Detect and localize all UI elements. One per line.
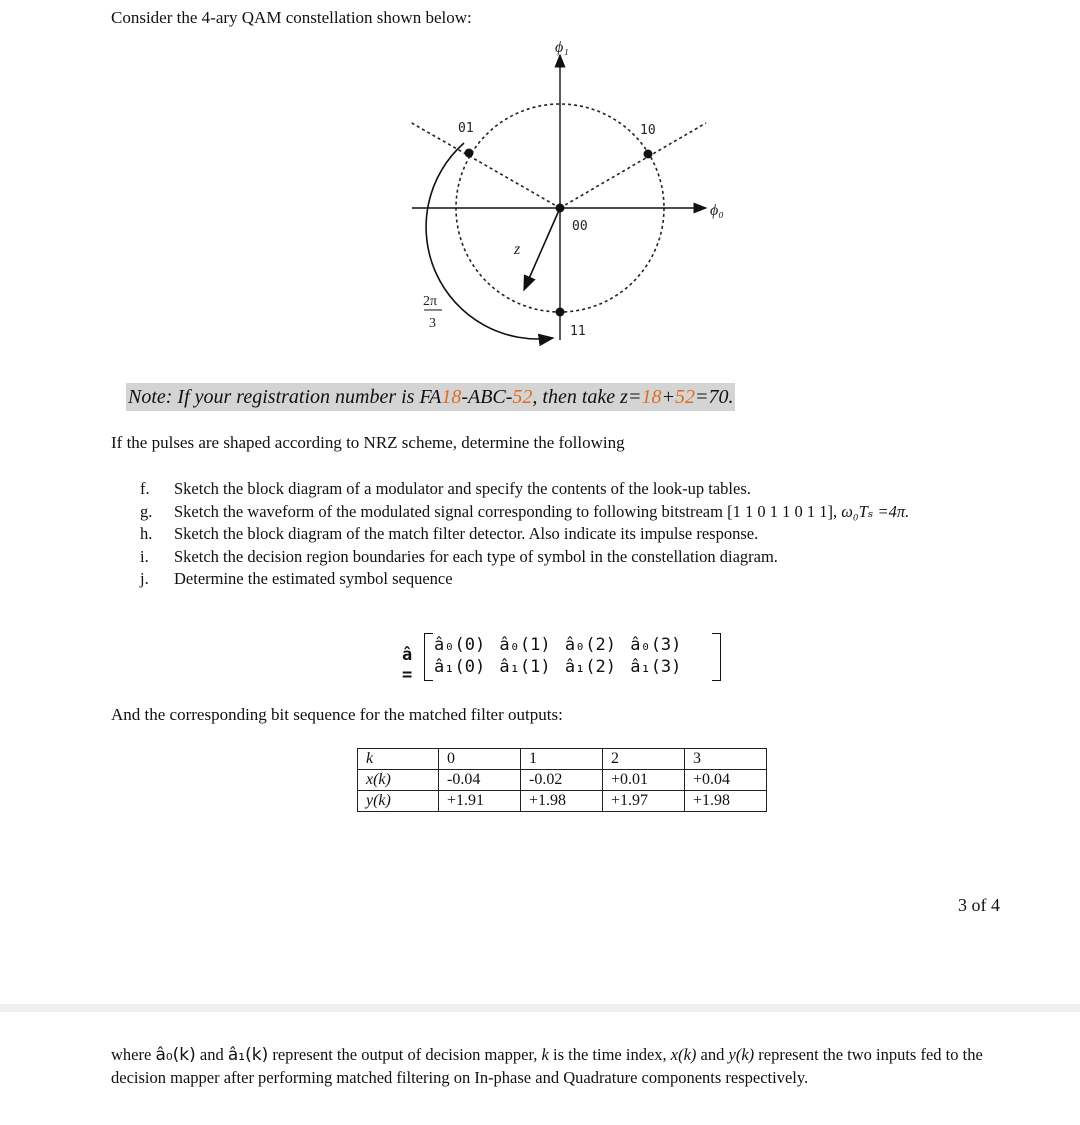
symbol-point-00 — [556, 204, 565, 213]
question-item-g: g. Sketch the waveform of the modulated signal corresponding to following bitstream [1 1 0 1 1 0 1 1], ω₀Tₛ =4π. — [140, 501, 910, 521]
phi1-label: ϕ₁ — [555, 39, 569, 56]
table-row — [358, 770, 767, 791]
table-intro: And the corresponding bit sequence for the matched filter outputs: — [111, 705, 563, 724]
table-cell: 0 — [439, 749, 521, 770]
registration-note: Note: If your registration number is FA18-ABC-52, then take z=18+52=70. — [126, 383, 735, 411]
table-cell: +1.98 — [521, 791, 603, 812]
decision-line-10 — [560, 123, 706, 208]
symbol-label-01: 01 — [458, 121, 474, 136]
symbol-label-10: 10 — [640, 123, 656, 138]
angle-arc — [426, 143, 553, 339]
page-separator — [0, 1004, 1080, 1012]
intro-text: Consider the 4-ary QAM constellation shown below: — [111, 8, 472, 27]
matched-filter-table — [357, 748, 767, 812]
table-cell: +0.01 — [603, 770, 685, 791]
angle-denominator: 3 — [429, 316, 436, 331]
table-cell: +1.98 — [685, 791, 767, 812]
table-cell: 3 — [685, 749, 767, 770]
table-cell: -0.02 — [521, 770, 603, 791]
qam-constellation-diagram — [400, 35, 750, 355]
matrix-lhs: â = — [402, 645, 413, 685]
symbol-label-11: 11 — [570, 324, 586, 339]
table-cell: -0.04 — [439, 770, 521, 791]
table-header-cell: k — [358, 749, 439, 770]
question-item-f: f. Sketch the block diagram of a modulator and specify the contents of the look-up tables. — [140, 479, 751, 498]
question-intro: If the pulses are shaped according to NRZ scheme, determine the following — [111, 433, 625, 452]
z-vector — [524, 208, 560, 290]
table-header-cell: x(k) — [358, 770, 439, 791]
symbol-point-11 — [556, 308, 565, 317]
matrix-right-bracket — [712, 633, 721, 681]
matrix-left-bracket — [424, 633, 433, 681]
table-cell: +1.91 — [439, 791, 521, 812]
symbol-point-10 — [644, 150, 653, 159]
question-item-h: h. Sketch the block diagram of the match filter detector. Also indicate its impulse response. — [140, 524, 759, 543]
table-cell: 1 — [521, 749, 603, 770]
decision-line-01 — [410, 122, 560, 208]
table-cell: +1.97 — [603, 791, 685, 812]
symbol-point-01 — [465, 149, 474, 158]
angle-numerator: 2π — [423, 294, 438, 309]
matrix-row-2: â₁(0) â₁(1) â₁(2) â₁(3) — [434, 657, 682, 677]
symbol-label-00: 00 — [572, 219, 588, 234]
z-label: z — [514, 241, 521, 258]
table-row — [358, 749, 767, 770]
question-item-j: j. Determine the estimated symbol sequence — [140, 569, 453, 588]
question-list — [140, 478, 1020, 591]
question-item-i: i. Sketch the decision region boundaries for each type of symbol in the constellation diagram. — [140, 546, 778, 566]
phi0-label: ϕ₀ — [710, 202, 724, 219]
table-cell: +0.04 — [685, 770, 767, 791]
table-header-cell: y(k) — [358, 791, 439, 812]
page-number: 3 of 4 — [958, 895, 1000, 915]
explanation-paragraph: where â₀(k) and â₁(k) represent the output of decision mapper, k is the time index, x(k) and y(k) represent the two inputs fed to the decision mapper after performing matched filtering on In-phase and Quadrature components respectively. — [111, 1045, 983, 1087]
matrix-row-1: â₀(0) â₀(1) â₀(2) â₀(3) — [434, 635, 682, 655]
table-cell: 2 — [603, 749, 685, 770]
table-row — [358, 791, 767, 812]
